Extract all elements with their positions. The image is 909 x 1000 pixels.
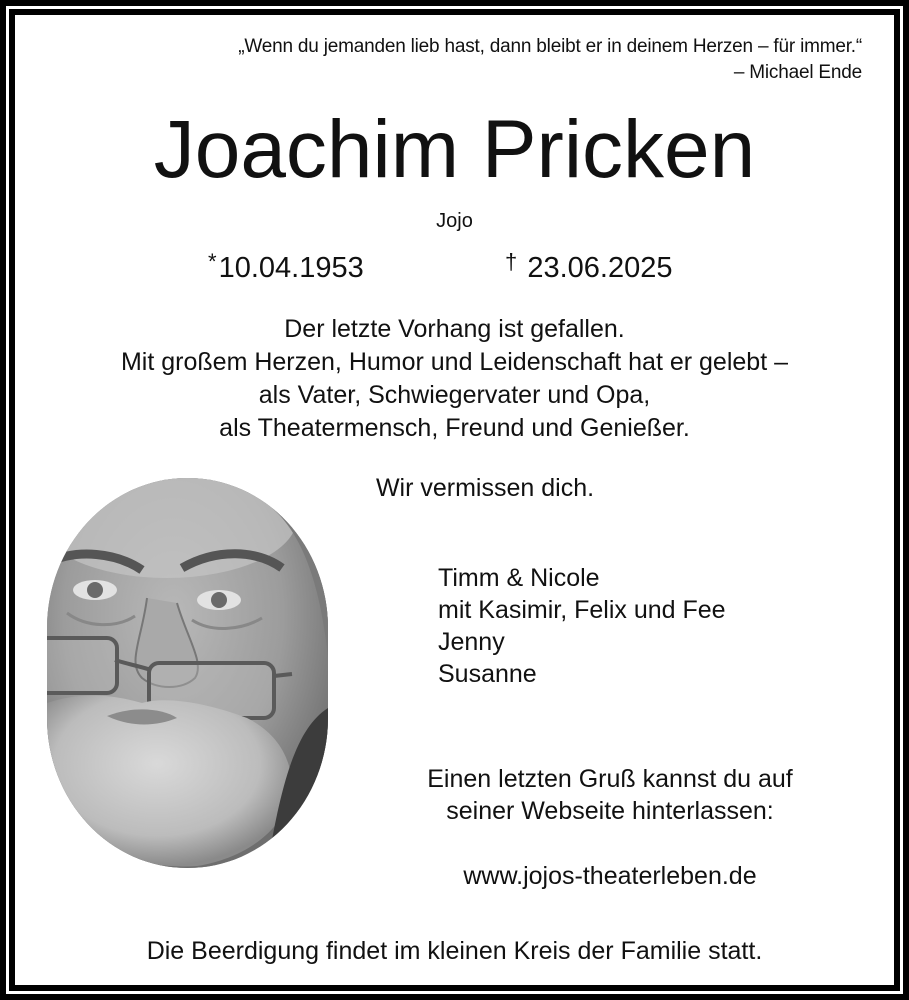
family-line: mit Kasimir, Felix und Fee [438, 596, 726, 624]
deceased-nickname: Jojo [436, 210, 473, 232]
birth-date [208, 244, 364, 286]
tribute-line: Der letzte Vorhang ist gefallen. [284, 315, 625, 343]
quote-author: – Michael Ende [733, 62, 862, 83]
tribute-line: als Theatermensch, Freund und Genießer. [219, 414, 690, 442]
death-date-value: 23.06.2025 [527, 252, 673, 284]
birth-date-value: 10.04.1953 [218, 252, 364, 284]
death-date [505, 244, 672, 286]
memorial-website-link[interactable]: www.jojos-theaterleben.de [463, 862, 757, 890]
website-notice-line: seiner Webseite hinterlassen: [446, 797, 774, 825]
family-line: Susanne [438, 660, 537, 688]
epigraph-quote [238, 34, 862, 86]
tribute-line: als Vater, Schwiegervater und Opa, [258, 381, 651, 409]
family-line: Jenny [438, 628, 505, 656]
website-notice [380, 763, 840, 827]
birth-star-icon: * [208, 249, 217, 274]
funeral-notice: Die Beerdigung findet im kleinen Kreis der Familie statt. [146, 937, 763, 965]
quote-text: „Wenn du jemanden lieb hast, dann bleibt er in deinem Herzen – für immer.“ [238, 36, 862, 57]
portrait-photo [47, 478, 328, 868]
portrait-image-icon [47, 478, 328, 868]
closing-line: Wir vermissen dich. [375, 474, 595, 502]
tribute-line: Mit großem Herzen, Humor und Leidenschaft hat er gelebt – [120, 348, 788, 376]
deceased-name: Joachim Pricken [153, 104, 756, 195]
tribute-text [0, 313, 909, 445]
death-cross-icon: † [505, 249, 518, 274]
family-line: Timm & Nicole [438, 564, 600, 592]
family-signatures [438, 562, 726, 690]
website-notice-line: Einen letzten Gruß kannst du auf [427, 765, 793, 793]
